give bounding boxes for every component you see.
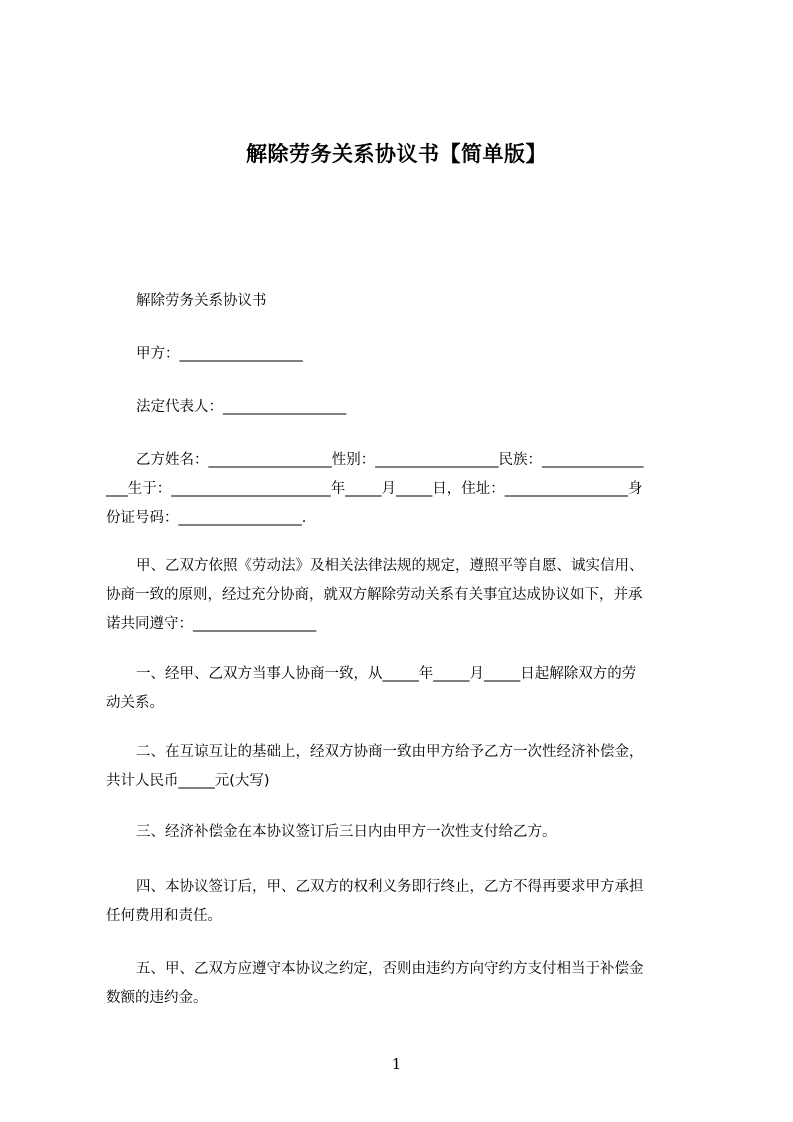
clause-line: 共计人民币_____元(大写) [106,773,270,789]
legal-representative-field: 法定代表人：_________________ [136,399,347,415]
agreement-heading: 解除劳务关系协议书 [136,293,267,309]
party-b-paragraph [106,446,704,533]
clause-line: 一、经甲、乙双方当事人协商一致，从_____年_____月_____日起解除双方的劳 [136,666,637,682]
clause-line: 三、经济补偿金在本协议签订后三日内由甲方一次性支付给乙方。 [136,824,557,840]
party-b-line: 份证号码：_________________. [106,510,307,526]
clause-5 [106,955,704,1013]
clause-3 [106,818,704,847]
party-b-line: ___生于：______________________年_____月_____日，住址：_________________身 [106,481,643,497]
clause-line: 二、在互谅互让的基础上，经双方协商一致由甲方给予乙方一次性经济补偿金， [136,744,644,760]
clause-line: 任何费用和责任。 [106,908,222,924]
party-b-line: 乙方姓名：_________________性别：_________________民族：______________ [136,452,644,468]
preamble-line: 诺共同遵守：_________________ [106,616,317,632]
preamble-paragraph [106,552,704,639]
clause-line: 五、甲、乙双方应遵守本协议之约定，否则由违约方向守约方支付相当于补偿金 [136,961,644,977]
document-title: 解除劳务关系协议书【简单版】 [246,142,547,166]
page-number: 1 [391,1055,402,1073]
clause-line: 四、本协议签订后，甲、乙双方的权利义务即行终止，乙方不得再要求甲方承担 [136,879,644,895]
clause-1 [106,660,704,718]
clause-line: 数额的违约金。 [106,990,208,1006]
clause-2 [106,738,704,796]
preamble-line: 协商一致的原则，经过充分协商，就双方解除劳动关系有关事宜达成协议如下，并承 [106,587,643,603]
clause-4 [106,873,704,931]
clause-line: 动关系。 [106,695,164,711]
party-a-field: 甲方：_________________ [136,346,303,362]
preamble-line: 甲、乙双方依照《劳动法》及相关法律法规的规定，遵照平等自愿、诚实信用、 [136,558,644,574]
